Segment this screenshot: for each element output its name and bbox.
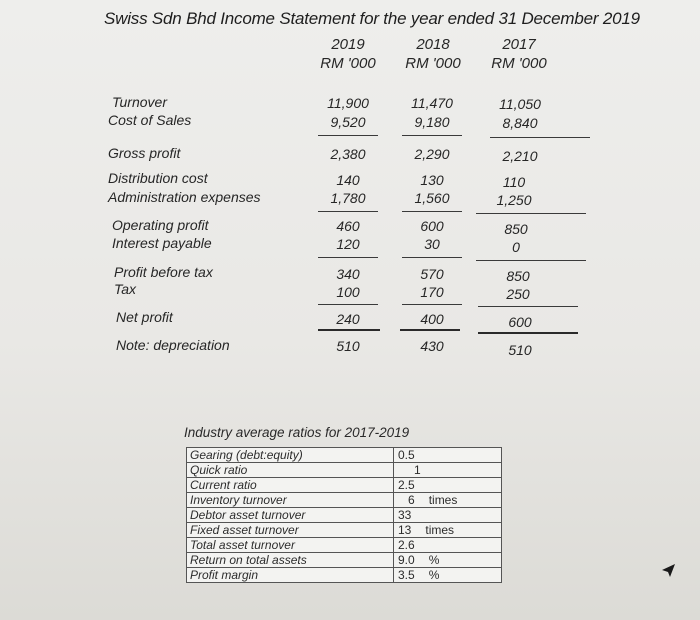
label-profit-before-tax: Profit before tax — [114, 264, 213, 280]
table-row — [187, 508, 502, 523]
ratio-value: 2.6 — [394, 538, 502, 553]
ratio-value: 3.5 % — [394, 568, 502, 583]
net-profit-2019: 240 — [336, 311, 360, 327]
gross-profit-2017: 2,210 — [502, 148, 538, 164]
net-profit-2017: 600 — [508, 314, 532, 330]
label-turnover: Turnover — [112, 94, 167, 110]
label-gross-profit: Gross profit — [108, 145, 181, 161]
distribution-2018: 130 — [420, 172, 444, 188]
ratio-name: Inventory turnover — [187, 493, 394, 508]
admin-2019: 1,780 — [330, 190, 366, 206]
ratio-name: Return on total assets — [187, 553, 394, 568]
pbt-2017: 850 — [506, 268, 530, 284]
ratio-name: Gearing (debt:equity) — [187, 448, 394, 463]
gross-profit-2019: 2,380 — [330, 146, 366, 162]
label-depreciation-note: Note: depreciation — [116, 337, 230, 353]
table-row — [187, 478, 502, 493]
ratio-value: 33 — [394, 508, 502, 523]
cost-of-sales-2019: 9,520 — [330, 114, 366, 130]
interest-2018: 30 — [424, 236, 440, 252]
year-2017: 2017 — [502, 36, 536, 53]
cost-of-sales-2018: 9,180 — [414, 114, 450, 130]
label-net-profit: Net profit — [116, 309, 173, 325]
ratio-name: Total asset turnover — [187, 538, 394, 553]
ratio-value: 9.0 % — [394, 553, 502, 568]
ratio-name: Profit margin — [187, 568, 394, 583]
interest-2017: 0 — [512, 239, 520, 255]
ratio-value: 0.5 — [394, 448, 502, 463]
label-distribution-cost: Distribution cost — [108, 170, 208, 186]
table-row — [187, 568, 502, 583]
pbt-2018: 570 — [420, 266, 444, 282]
table-row — [187, 538, 502, 553]
gross-profit-2018: 2,290 — [414, 146, 450, 162]
depreciation-2017: 510 — [508, 342, 532, 358]
turnover-2019: 11,900 — [327, 95, 369, 111]
pbt-2019: 340 — [336, 266, 360, 282]
ratio-name: Current ratio — [187, 478, 394, 493]
operating-profit-2019: 460 — [336, 218, 360, 234]
depreciation-2019: 510 — [336, 338, 360, 354]
turnover-2017: 11,050 — [499, 96, 541, 112]
year-2018: 2018 — [416, 36, 450, 53]
label-cost-of-sales: Cost of Sales — [108, 112, 192, 128]
distribution-2019: 140 — [336, 172, 360, 188]
admin-2017: 1,250 — [496, 192, 532, 208]
table-row — [187, 463, 502, 478]
industry-ratios-table — [186, 447, 502, 583]
table-row — [187, 448, 502, 463]
operating-profit-2018: 600 — [420, 218, 444, 234]
label-interest-payable: Interest payable — [112, 235, 212, 251]
year-2019: 2019 — [331, 36, 365, 53]
unit-2017: RM '000 — [491, 55, 547, 72]
table-row — [187, 493, 502, 508]
turnover-2018: 11,470 — [411, 95, 453, 111]
label-administration-expenses: Administration expenses — [108, 189, 261, 205]
industry-ratios-title: Industry average ratios for 2017-2019 — [184, 425, 410, 440]
tax-2017: 250 — [506, 286, 530, 302]
cost-of-sales-2017: 8,840 — [502, 115, 538, 131]
ratio-value: 6 times — [394, 493, 502, 508]
tax-2018: 170 — [420, 284, 444, 300]
operating-profit-2017: 850 — [504, 221, 528, 237]
interest-2019: 120 — [336, 236, 360, 252]
ratio-value: 2.5 — [394, 478, 502, 493]
table-row — [187, 553, 502, 568]
ratio-name: Fixed asset turnover — [187, 523, 394, 538]
ratio-value: 13 times — [394, 523, 502, 538]
admin-2018: 1,560 — [414, 190, 450, 206]
depreciation-2018: 430 — [420, 338, 444, 354]
distribution-2017: 110 — [502, 174, 526, 190]
label-operating-profit: Operating profit — [112, 217, 209, 233]
ratio-value: 1 — [394, 463, 502, 478]
unit-2018: RM '000 — [405, 55, 461, 72]
cursor-arrow-icon — [660, 562, 676, 578]
unit-2019: RM '000 — [320, 55, 376, 72]
ratio-name: Quick ratio — [187, 463, 394, 478]
table-row — [187, 523, 502, 538]
net-profit-2018: 400 — [420, 311, 444, 327]
label-tax: Tax — [114, 281, 137, 297]
document-title: Swiss Sdn Bhd Income Statement for the year ended 31 December 2019 — [104, 9, 640, 28]
tax-2019: 100 — [336, 284, 360, 300]
ratio-name: Debtor asset turnover — [187, 508, 394, 523]
